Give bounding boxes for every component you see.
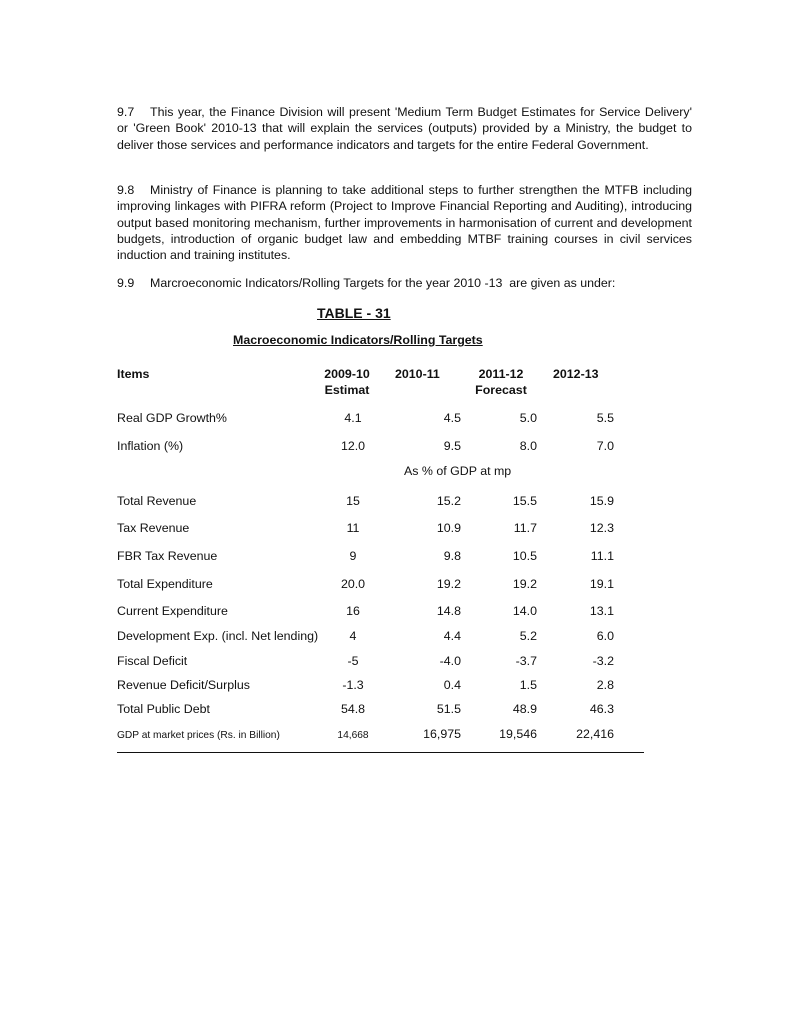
header-2011-12-note: Forecast <box>475 383 527 397</box>
cell-2012-13: 7.0 <box>596 439 614 453</box>
row-label: Tax Revenue <box>117 521 190 535</box>
cell-2009-10: 16 <box>346 604 360 618</box>
cell-2012-13: 6.0 <box>596 629 614 643</box>
paragraph-9-8 <box>117 182 692 263</box>
cell-2011-12: 19.2 <box>512 577 537 591</box>
table-subtitle: Macroeconomic Indicators/Rolling Targets <box>233 333 483 347</box>
cell-2011-12: 8.0 <box>519 439 537 453</box>
row-label: Development Exp. (incl. Net lending) <box>117 629 319 643</box>
cell-2010-11: 19.2 <box>436 577 461 591</box>
cell-2009-10: 14,668 <box>337 730 369 741</box>
header-2012-13: 2012-13 <box>553 367 599 381</box>
cell-2012-13: 11.1 <box>590 549 614 563</box>
cell-2009-10: 20.0 <box>340 577 366 591</box>
cell-2009-10: 4.1 <box>344 411 362 425</box>
row-label: Total Revenue <box>117 494 197 508</box>
cell-2011-12: 5.2 <box>519 629 537 643</box>
header-2011-12 <box>472 366 530 398</box>
cell-2010-11: 0.4 <box>443 678 461 692</box>
cell-2010-11: -4.0 <box>439 654 461 668</box>
cell-2010-11: 15.2 <box>436 494 461 508</box>
cell-2009-10: 15 <box>346 494 360 508</box>
row-label: GDP at market prices (Rs. in Billion) <box>117 730 280 741</box>
cell-2012-13: -3.2 <box>592 654 614 668</box>
row-label: Total Public Debt <box>117 702 210 716</box>
cell-2012-13: 46.3 <box>589 702 614 716</box>
paragraph-9-9 <box>117 275 692 291</box>
row-label: FBR Tax Revenue <box>117 549 218 563</box>
table-title: TABLE - 31 <box>317 305 391 321</box>
header-2011-12-year: 2011-12 <box>478 367 524 381</box>
cell-2009-10: 54.8 <box>340 702 366 716</box>
cell-2011-12: 15.5 <box>512 494 537 508</box>
cell-2011-12: 10.5 <box>512 549 537 563</box>
paragraph-number: 9.9 <box>117 276 135 290</box>
cell-2011-12: -3.7 <box>515 654 537 668</box>
cell-2010-11: 9.5 <box>443 439 461 453</box>
cell-2012-13: 2.8 <box>596 678 614 692</box>
cell-2009-10: 11 <box>346 521 360 535</box>
cell-2009-10: 12.0 <box>340 439 366 453</box>
cell-2009-10: -1.3 <box>342 678 364 692</box>
row-label: Real GDP Growth% <box>117 411 227 425</box>
cell-2012-13: 13.1 <box>589 604 614 618</box>
cell-2011-12: 14.0 <box>512 604 537 618</box>
header-2009-10-year: 2009-10 <box>324 367 370 381</box>
row-label: Fiscal Deficit <box>117 654 188 668</box>
cell-2010-11: 16,975 <box>423 727 461 741</box>
cell-2009-10: -5 <box>347 654 359 668</box>
row-label: Current Expenditure <box>117 604 228 618</box>
paragraph-text: This year, the Finance Division will present 'Medium Term Budget Estimates for Service Delivery' or 'Green Book' 2010-13 that will explain the services (outputs) provided by a Ministry, the budget to deliver those services and performance indicators and targets for the entire Federal Government. <box>117 105 692 152</box>
cell-2010-11: 51.5 <box>436 702 461 716</box>
paragraph-number: 9.8 <box>117 183 135 197</box>
cell-2012-13: 15.9 <box>589 494 614 508</box>
header-items: Items <box>117 367 150 381</box>
cell-2009-10: 9 <box>349 549 357 563</box>
cell-2011-12: 1.5 <box>519 678 537 692</box>
paragraph-text: Marcroeconomic Indicators/Rolling Targets for the year 2010 -13 are given as under: <box>150 276 616 290</box>
cell-2010-11: 9.8 <box>443 549 461 563</box>
header-2009-10 <box>322 366 372 398</box>
cell-2012-13: 12.3 <box>589 521 614 535</box>
cell-2010-11: 10.9 <box>436 521 461 535</box>
row-label: Revenue Deficit/Surplus <box>117 678 250 692</box>
cell-2012-13: 22,416 <box>576 727 614 741</box>
paragraph-number: 9.7 <box>117 105 135 119</box>
cell-2012-13: 19.1 <box>589 577 614 591</box>
cell-2011-12: 48.9 <box>512 702 537 716</box>
table-bottom-rule <box>117 752 644 753</box>
cell-2010-11: 4.4 <box>443 629 461 643</box>
paragraph-text: Ministry of Finance is planning to take additional steps to further strengthen the MTFB including improving linkages with PIFRA reform (Project to Improve Financial Reporting and Auditing), introducing output based monitoring mechanism, further improvements in harmonisation of current and development budgets, introduction of organic budget law and embedding MTBF training courses in civil services induction and training institutes. <box>117 183 692 263</box>
row-label: Total Expenditure <box>117 577 213 591</box>
cell-2010-11: 4.5 <box>443 411 461 425</box>
cell-2011-12: 11.7 <box>513 521 537 535</box>
cell-2011-12: 5.0 <box>519 411 537 425</box>
header-2010-11: 2010-11 <box>395 367 440 381</box>
row-label: Inflation (%) <box>117 439 184 453</box>
header-2009-10-note: Estimat <box>324 383 370 397</box>
cell-2009-10: 4 <box>349 629 357 643</box>
gdp-unit-note: As % of GDP at mp <box>404 464 512 478</box>
cell-2012-13: 5.5 <box>596 411 614 425</box>
cell-2010-11: 14.8 <box>436 604 461 618</box>
paragraph-9-7 <box>117 104 692 153</box>
cell-2011-12: 19,546 <box>499 727 537 741</box>
